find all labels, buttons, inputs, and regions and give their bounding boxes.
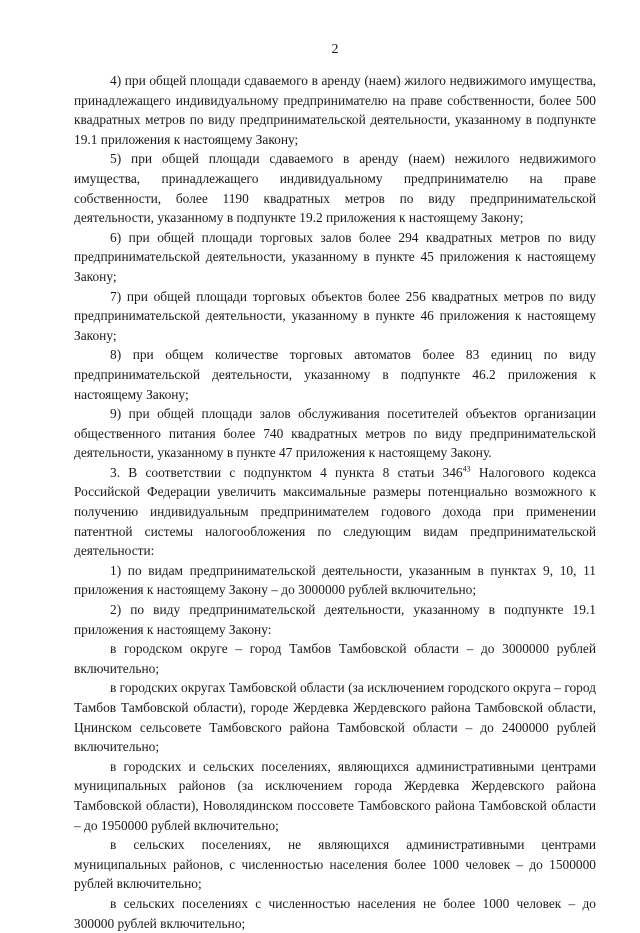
sub-paragraph-1: 1) по видам предпринимательской деятельности, указанным в пунктах 9, 10, 11 приложения к настоящему Закону – до 3000000 рублей включительно;: [74, 562, 596, 598]
document-page: [74, 40, 596, 933]
paragraph-item-7: 7) при общей площади торговых объектов более 256 квадратных метров по виду предпринимательской деятельности, указанному в пункте 46 приложения к настоящему Закону;: [74, 288, 596, 343]
article-superscript: 43: [462, 464, 471, 474]
paragraph-item-4: 4) при общей площади сдаваемого в аренду (наем) жилого недвижимого имущества, принадлежащего индивидуальному предпринимателю на праве собственности, более 500 квадратных метров по виду предпринимательской деятельности, указанному в подпункте 19.1 приложения к настоящему Закону;: [74, 73, 596, 147]
region-urban-districts: в городских округах Тамбовской области (за исключением городского округа – город Тамбов Тамбовской области), городе Жердевка Жердевского района Тамбовской области, Цнинском сельсовете Тамбовского района Тамбовской области – до 2400000 рублей включительно;: [74, 680, 596, 755]
page-number: 2: [331, 42, 339, 57]
region-rural-large: в сельских поселениях, не являющихся административными центрами муниципальных районов, с численностью населения более 1000 человек – до 1500000 рублей включительно;: [74, 837, 596, 892]
clause-3-text-end: Налогового кодекса Российской Федерации увеличить максимальные размеры потенциально возможного к получению индивидуальным предпринимателем годового дохода при применении патентной системы налогообложения по следующим видам предпринимательской деятельности:: [74, 464, 596, 559]
paragraph-item-5: 5) при общей площади сдаваемого в аренду (наем) нежилого недвижимого имущества, принадлежащего индивидуальному предпринимателю на праве собственности, более 1190 квадратных метров по виду предпринимательской деятельности, указанному в подпункте 19.2 приложения к настоящему Закону;: [74, 151, 596, 226]
paragraph-item-9: 9) при общей площади залов обслуживания посетителей объектов организации общественного питания более 740 квадратных метров по виду предпринимательской деятельности, указанному в пункте 47 приложения к настоящему Закону.: [74, 406, 596, 461]
region-admin-centers: в городских и сельских поселениях, являющихся административными центрами муниципальных районов (за исключением города Жердевка Жердевского района Тамбовской области), Новолядинском поссовете Тамбовского района Тамбовской области – до 1950000 рублей включительно;: [74, 758, 596, 833]
region-tambov-city: в городском округе – город Тамбов Тамбовской области – до 3000000 рублей включительно;: [74, 641, 596, 676]
clause-3-text-start: 3. В соответствии с подпунктом 4 пункта 8 статьи 346: [110, 464, 463, 480]
paragraph-item-6: 6) при общей площади торговых залов более 294 квадратных метров по виду предпринимательской деятельности, указанному в пункте 45 приложения к настоящему Закону;: [74, 229, 596, 284]
paragraph-item-8: 8) при общем количестве торговых автоматов более 83 единиц по виду предпринимательской деятельности, указанному в подпункте 46.2 приложения к настоящему Закону;: [74, 347, 596, 402]
sub-paragraph-2: 2) по виду предпринимательской деятельности, указанному в подпункте 19.1 приложения к настоящему Закону:: [74, 602, 596, 637]
region-rural-small: в сельских поселениях с численностью населения не более 1000 человек – до 300000 рублей включительно;: [74, 895, 596, 931]
clause-3-paragraph: [74, 463, 596, 561]
